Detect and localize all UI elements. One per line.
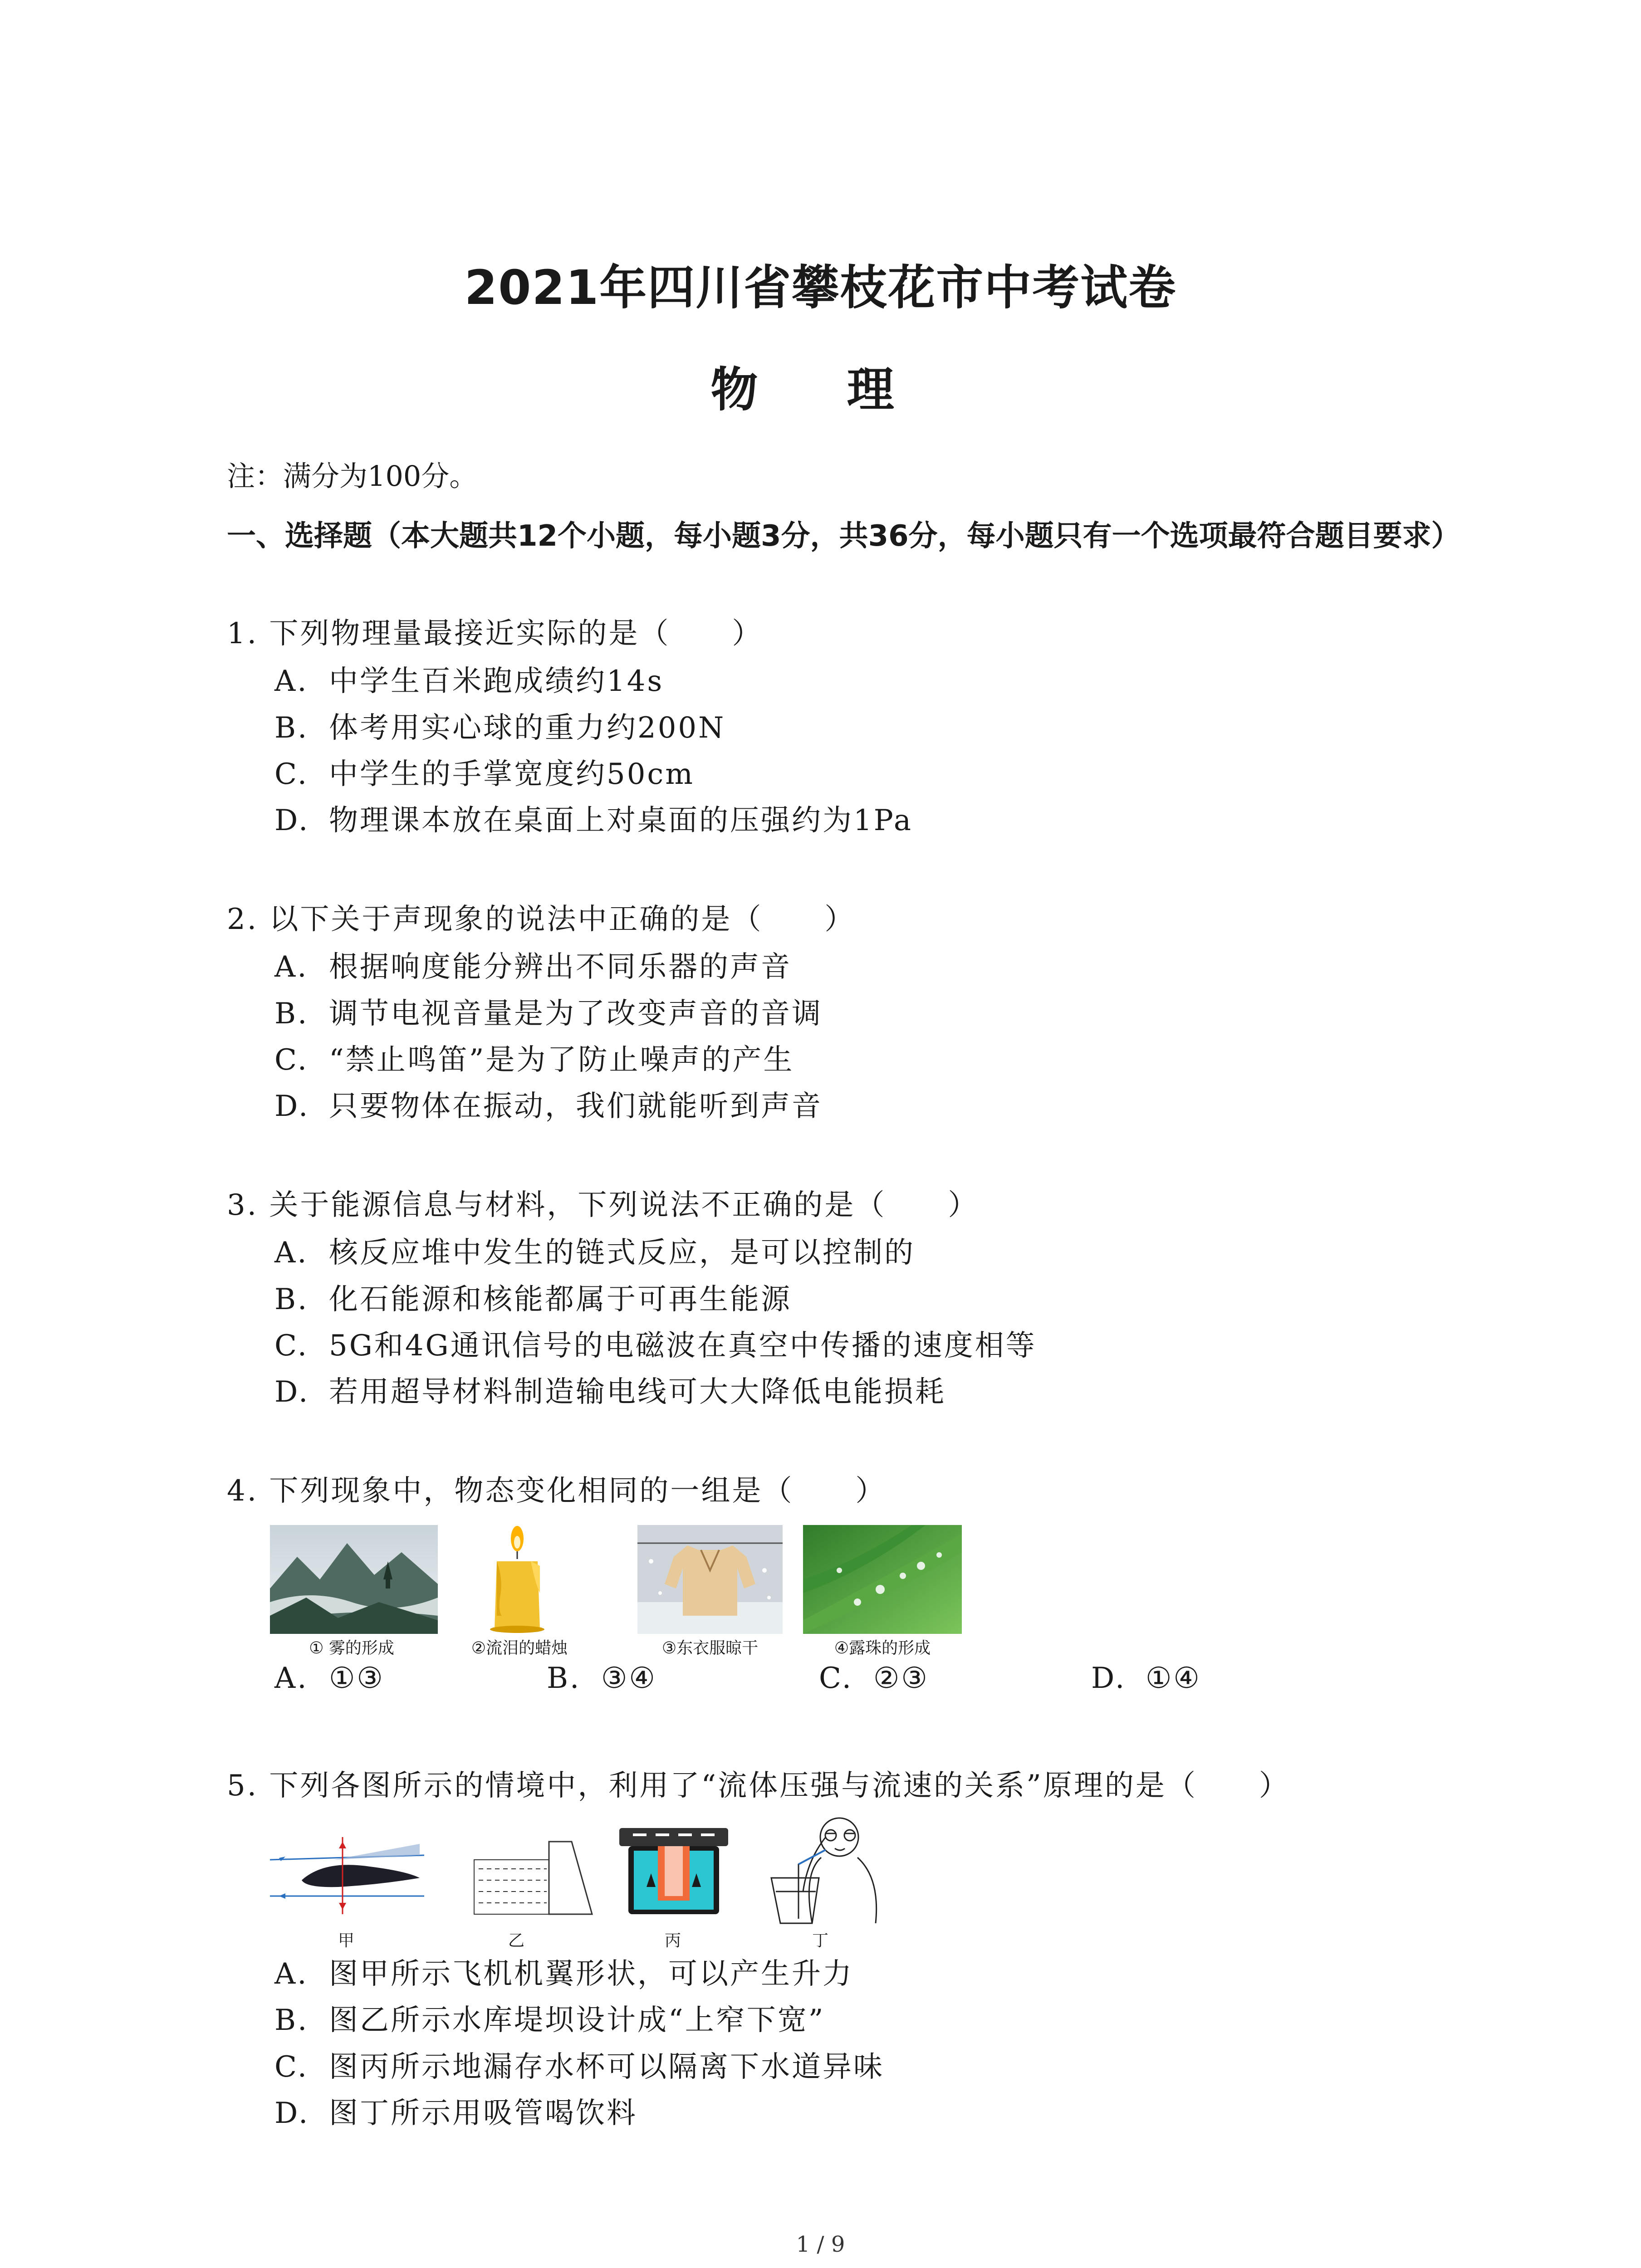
caption-candle: ②流泪的蜡烛 xyxy=(471,1639,568,1657)
question-4-option-c: C. ②③ xyxy=(819,1662,929,1695)
question-1-option-c: C. 中学生的手掌宽度约50cm xyxy=(274,758,695,791)
question-2-option-a: A. 根据响度能分辨出不同乐器的声音 xyxy=(274,950,792,984)
question-5-option-a: A. 图甲所示飞机机翼形状，可以产生升力 xyxy=(274,1957,853,1991)
question-4-stem: 4. 下列现象中，物态变化相同的一组是（ ） xyxy=(227,1474,887,1508)
frozen-clothes-image xyxy=(637,1525,783,1634)
page-title: 2021年四川省攀枝花市中考试卷 xyxy=(464,260,1177,315)
floor-drain-diagram xyxy=(615,1819,733,1923)
question-4-option-d: D. ①④ xyxy=(1091,1662,1201,1695)
question-5-option-d: D. 图丁所示用吸管喝饮料 xyxy=(274,2097,637,2130)
melting-candle-image xyxy=(472,1525,563,1634)
page-number: 1 / 9 xyxy=(796,2232,845,2257)
question-3-option-d: D. 若用超导材料制造输电线可大大降低电能损耗 xyxy=(274,1375,946,1409)
question-5-option-c: C. 图丙所示地漏存水杯可以隔离下水道异味 xyxy=(274,2050,884,2084)
question-3-option-c: C. 5G和4G通讯信号的电磁波在真空中传播的速度相等 xyxy=(274,1329,1037,1363)
question-5-stem: 5. 下列各图所示的情境中，利用了“流体压强与流速的关系”原理的是（ ） xyxy=(227,1769,1290,1803)
fog-mountain-image xyxy=(270,1525,438,1634)
question-3-stem: 3. 关于能源信息与材料，下列说法不正确的是（ ） xyxy=(227,1188,979,1222)
question-5-option-b: B. 图乙所示水库堤坝设计成“上窄下宽” xyxy=(274,2004,825,2037)
caption-yi: 乙 xyxy=(508,1931,525,1950)
straw-drinking-diagram xyxy=(762,1810,898,1928)
score-note: 注：满分为100分。 xyxy=(227,459,478,493)
question-1-option-b: B. 体考用实心球的重力约200N xyxy=(274,711,726,745)
question-4-option-a: A. ①③ xyxy=(274,1662,385,1695)
caption-clothes: ③东衣服晾干 xyxy=(661,1639,759,1657)
subject-title: 物 理 xyxy=(710,362,931,417)
question-2-option-d: D. 只要物体在振动，我们就能听到声音 xyxy=(274,1090,823,1123)
airplane-wing-diagram xyxy=(270,1828,424,1919)
question-2-option-c: C. “禁止鸣笛”是为了防止噪声的产生 xyxy=(274,1043,794,1077)
caption-ding: 丁 xyxy=(812,1931,829,1950)
question-2-stem: 2. 以下关于声现象的说法中正确的是（ ） xyxy=(227,903,856,936)
dam-diagram xyxy=(472,1828,594,1919)
question-2-option-b: B. 调节电视音量是为了改变声音的音调 xyxy=(274,997,823,1031)
section-heading: 一、选择题（本大题共12个小题，每小题3分，共36分，每小题只有一个选项最符合题目要求） xyxy=(227,519,1460,553)
caption-bing: 丙 xyxy=(665,1931,681,1950)
question-4-option-b: B. ③④ xyxy=(547,1662,657,1695)
dewdrops-leaf-image xyxy=(803,1525,962,1634)
question-1-stem: 1. 下列物理量最接近实际的是（ ） xyxy=(227,617,763,650)
question-3-option-b: B. 化石能源和核能都属于可再生能源 xyxy=(274,1283,792,1316)
caption-jia: 甲 xyxy=(338,1931,355,1950)
caption-fog: ① 雾的形成 xyxy=(309,1639,394,1657)
question-1-option-d: D. 物理课本放在桌面上对桌面的压强约为1Pa xyxy=(274,804,913,837)
question-3-option-a: A. 核反应堆中发生的链式反应，是可以控制的 xyxy=(274,1236,915,1270)
question-1-option-a: A. 中学生百米跑成绩约14s xyxy=(274,665,664,698)
caption-dew: ④露珠的形成 xyxy=(834,1639,931,1657)
